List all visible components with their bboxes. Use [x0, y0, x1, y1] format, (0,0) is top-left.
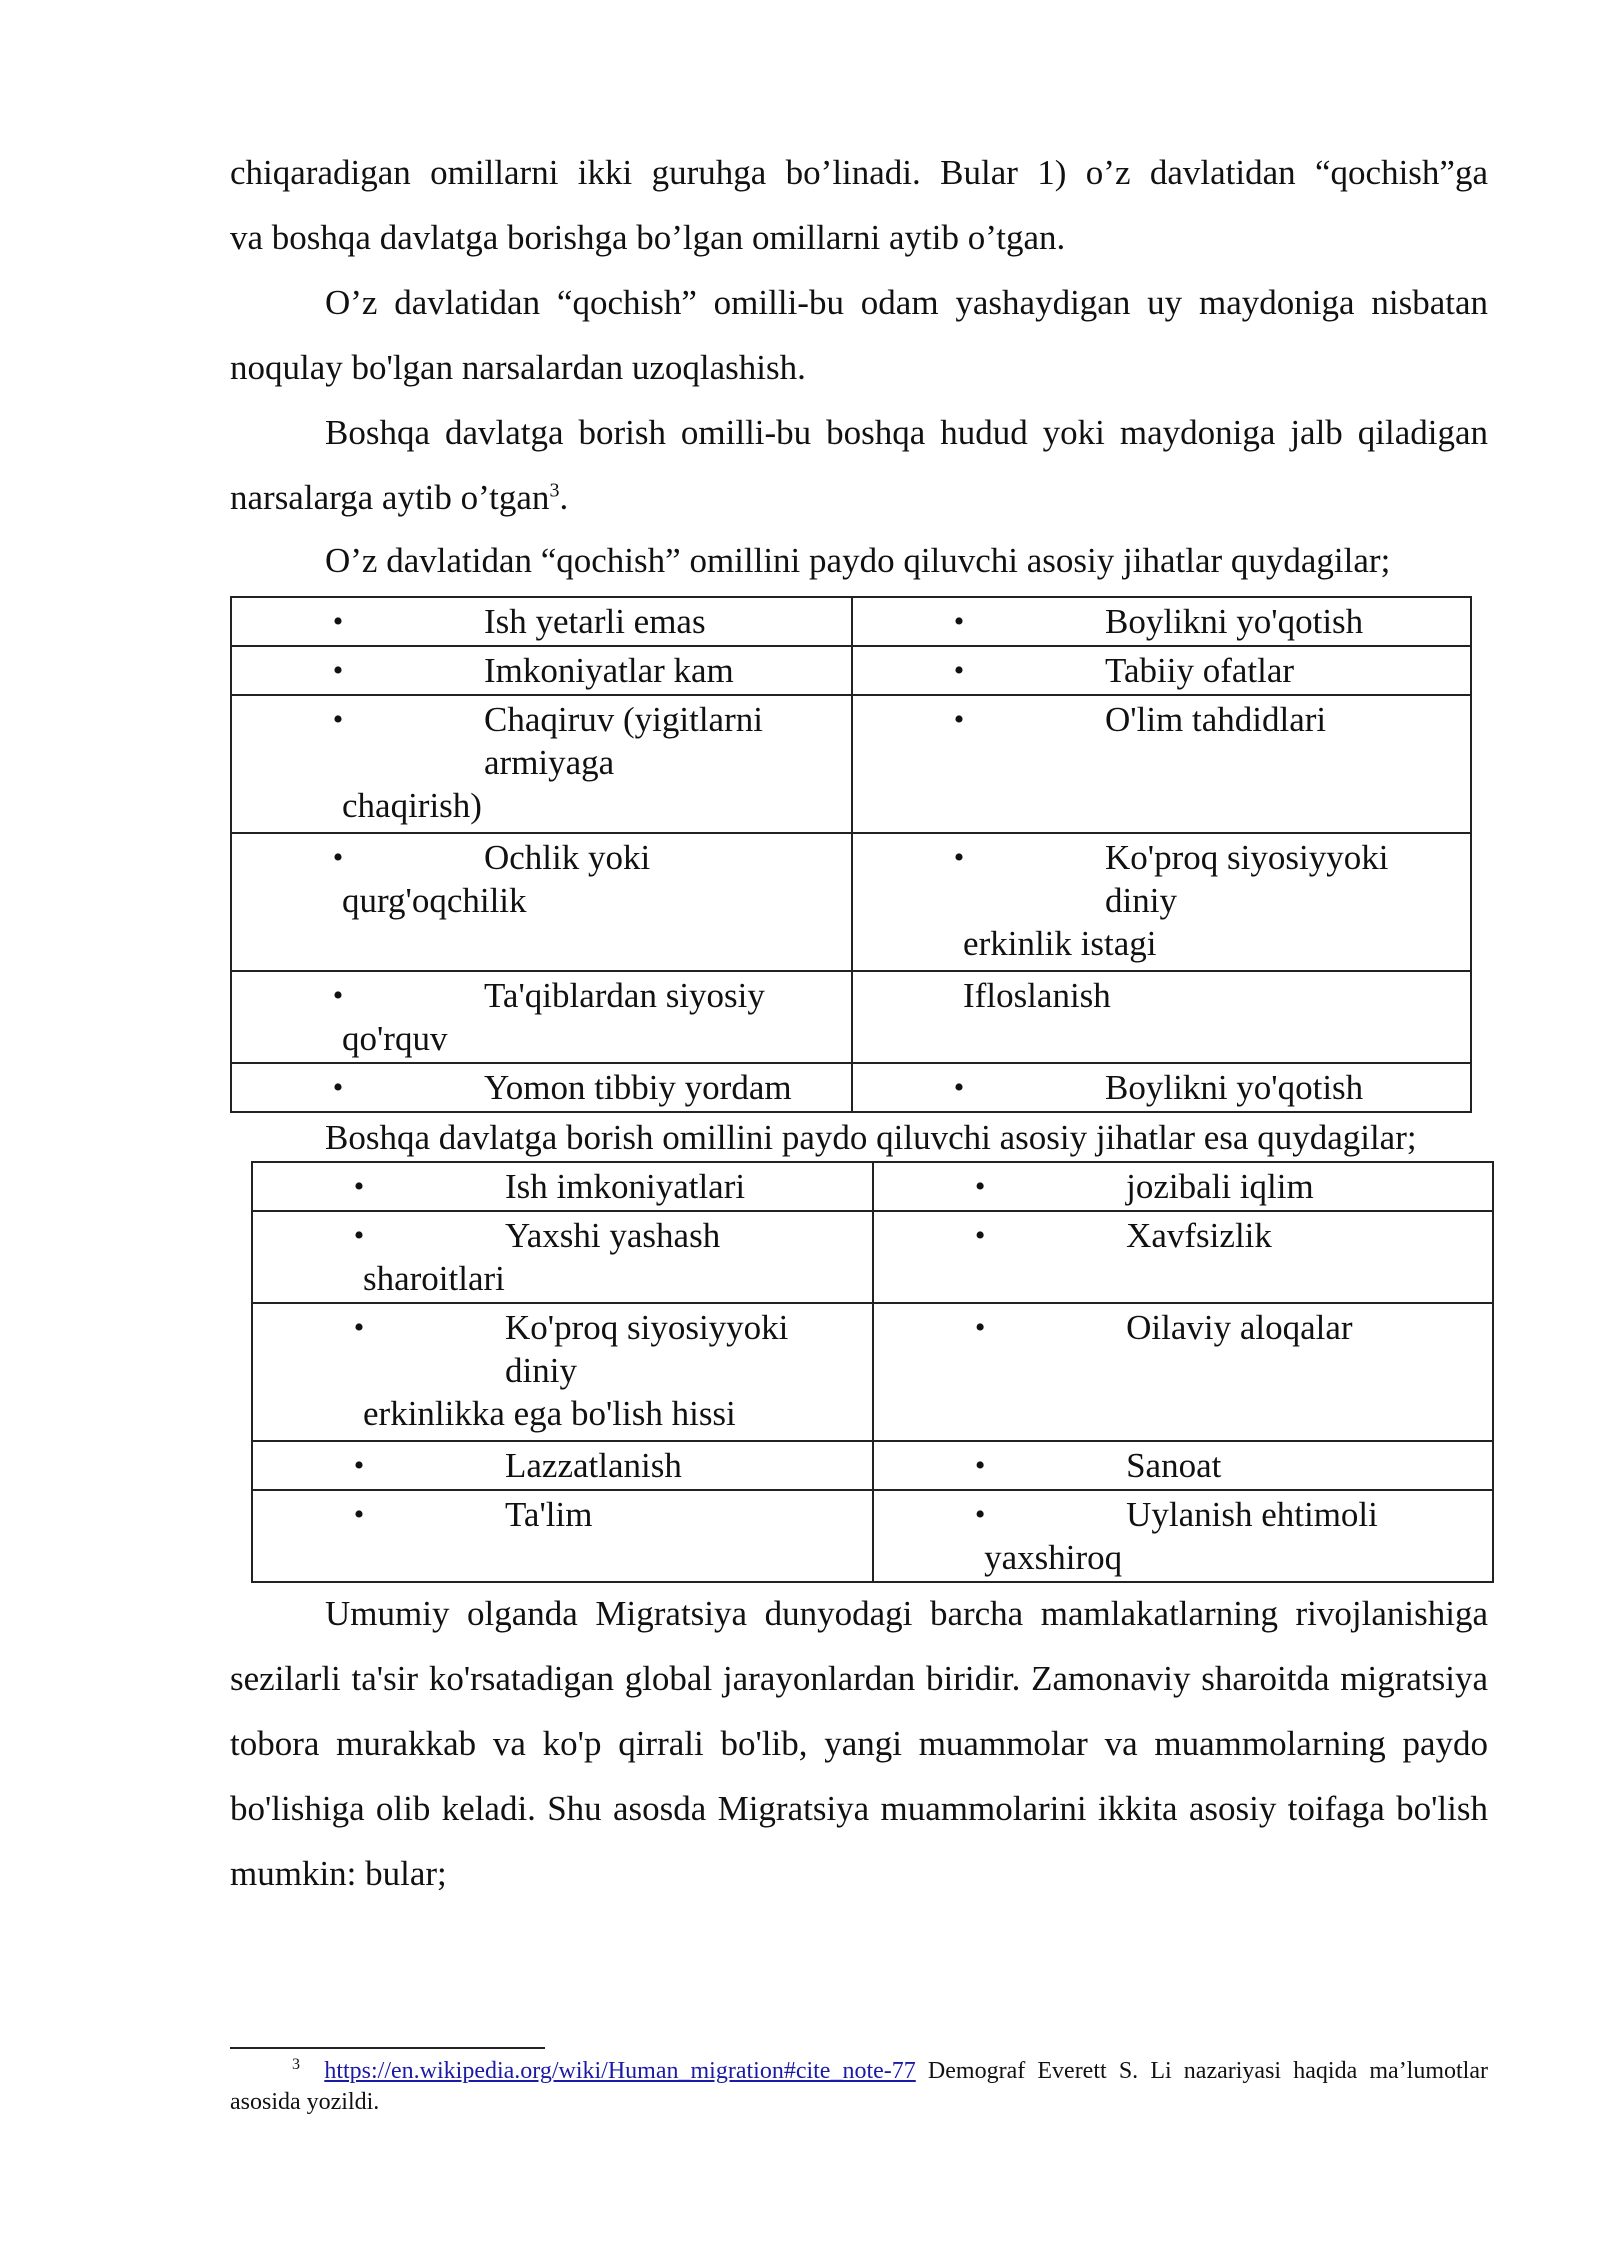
- push-table-cell: [231, 646, 852, 695]
- cell-text-continuation: yaxshiroq: [984, 1538, 1123, 1577]
- cell-text: Ta'qiblardan siyosiy: [484, 976, 765, 1015]
- pull-table-row: [252, 1162, 1493, 1211]
- paragraph-table1-intro: O’z davlatidan “qochish” omillini paydo qiluvchi asosiy jihatlar quydagilar;: [325, 541, 1391, 580]
- push-table-row: [231, 597, 1471, 646]
- paragraph-conclusion: Umumiy olganda Migratsiya dunyodagi barcha mamlakatlarning rivojlanishiga sezilarli ta'sir ko'rsatadigan global jarayonlardan biridir. Zamonaviy sharoitda migratsiya tobora murakkab va ko'p qirrali bo'lib, yangi muammolar va muammolarning paydo bo'lishiga olib keladi. Shu asosda Migratsiya muammolarini ikkita asosiy toifaga bo'lish mumkin: bular;: [230, 1594, 1488, 1893]
- cell-text: Yomon tibbiy yordam: [484, 1068, 792, 1107]
- paragraph-pull-factor: [230, 400, 1488, 530]
- cell-text: Uylanish ehtimoli: [1126, 1495, 1378, 1534]
- bullet-icon: •: [353, 1498, 365, 1531]
- bullet-icon: •: [332, 1071, 344, 1104]
- cell-text: Ifloslanish: [963, 976, 1111, 1015]
- cell-text: Ish yetarli emas: [484, 602, 706, 641]
- paragraph-table2-intro: Boshqa davlatga borish omillini paydo qiluvchi asosiy jihatlar esa quydagilar;: [325, 1118, 1417, 1157]
- bullet-icon: •: [953, 703, 965, 736]
- pull-table-cell: [252, 1441, 873, 1490]
- cell-text-continuation: qurg'oqchilik: [342, 881, 527, 920]
- pull-table-cell: [873, 1441, 1493, 1490]
- cell-text-continuation: erkinlikka ega bo'lish hissi: [363, 1394, 736, 1433]
- push-table-cell: [852, 833, 1471, 971]
- bullet-icon: •: [974, 1449, 986, 1482]
- footnote-number: 3: [292, 2056, 300, 2073]
- bullet-icon: •: [332, 654, 344, 687]
- footnote-link[interactable]: https://en.wikipedia.org/wiki/Human_migration#cite_note-77: [324, 2058, 916, 2084]
- cell-text: Ochlik yoki: [484, 838, 651, 877]
- cell-text: Imkoniyatlar kam: [484, 651, 734, 690]
- push-table-row: [231, 833, 1471, 971]
- footnote-separator: [230, 2047, 545, 2049]
- bullet-icon: •: [332, 703, 344, 736]
- push-table-cell: [231, 597, 852, 646]
- bullet-icon: •: [953, 654, 965, 687]
- pull-table-cell: [252, 1211, 873, 1303]
- push-table-cell: [231, 971, 852, 1063]
- bullet-icon: •: [332, 979, 344, 1012]
- pull-factor-end: .: [559, 478, 569, 517]
- bullet-icon: •: [953, 605, 965, 638]
- push-table-row: [231, 695, 1471, 833]
- pull-factors-table: [251, 1161, 1494, 1583]
- cell-text: Ko'proq siyosiyyoki diniy: [505, 1308, 789, 1390]
- cell-text: Sanoat: [1126, 1446, 1222, 1485]
- pull-table-cell: [252, 1162, 873, 1211]
- pull-table-row: [252, 1490, 1493, 1582]
- push-table-row: [231, 1063, 1471, 1112]
- bullet-icon: •: [332, 605, 344, 638]
- cell-text: Ish imkoniyatlari: [505, 1167, 746, 1206]
- push-table-cell: [231, 695, 852, 833]
- pull-table-cell: [873, 1303, 1493, 1441]
- bullet-icon: •: [974, 1311, 986, 1344]
- cell-text: Tabiiy ofatlar: [1105, 651, 1295, 690]
- pull-table-cell: [873, 1211, 1493, 1303]
- bullet-icon: •: [953, 1071, 965, 1104]
- pull-table-row: [252, 1303, 1493, 1441]
- pull-table-cell: [873, 1162, 1493, 1211]
- cell-text-continuation: erkinlik istagi: [963, 924, 1157, 963]
- cell-text: Xavfsizlik: [1126, 1216, 1272, 1255]
- pull-factor-text: Boshqa davlatga borish omilli-bu boshqa hudud yoki maydoniga jalb qiladigan narsalarga aytib o’tgan: [230, 413, 1488, 517]
- cell-text-continuation: chaqirish): [342, 786, 482, 825]
- push-table-cell: [852, 1063, 1471, 1112]
- paragraph-intro-line1: chiqaradigan omillarni ikki guruhga bo’linadi. Bular 1) o’z davlatidan “qochish”ga: [230, 153, 1488, 192]
- push-table-row: [231, 646, 1471, 695]
- cell-text-continuation: sharoitlari: [363, 1259, 505, 1298]
- push-table-cell: [852, 695, 1471, 833]
- pull-table-cell: [252, 1303, 873, 1441]
- cell-text: Oilaviy aloqalar: [1126, 1308, 1353, 1347]
- footnote: [230, 2056, 1488, 2118]
- bullet-icon: •: [953, 841, 965, 874]
- bullet-icon: •: [974, 1498, 986, 1531]
- footnote-ref: 3: [549, 479, 560, 502]
- pull-table-cell: [252, 1490, 873, 1582]
- cell-text: jozibali iqlim: [1126, 1167, 1314, 1206]
- cell-text: Boylikni yo'qotish: [1105, 602, 1364, 641]
- bullet-icon: •: [353, 1449, 365, 1482]
- bullet-icon: •: [974, 1170, 986, 1203]
- push-factors-table: [230, 596, 1472, 1113]
- paragraph-push-factor: O’z davlatidan “qochish” omilli-bu odam yashaydigan uy maydoniga nisbatan noqulay bo'lgan narsalardan uzoqlashish.: [230, 283, 1488, 387]
- pull-table-cell: [873, 1490, 1493, 1582]
- footnote-text: Demograf Everett S. Li nazariyasi haqida ma’lumotlar asosida yozildi.: [230, 2058, 1488, 2115]
- cell-text: Boylikni yo'qotish: [1105, 1068, 1364, 1107]
- push-table-cell: [852, 646, 1471, 695]
- bullet-icon: •: [353, 1170, 365, 1203]
- paragraph-intro-line2: va boshqa davlatga borishga bo’lgan omillarni aytib o’tgan.: [230, 218, 1066, 257]
- cell-text: Chaqiruv (yigitlarni armiyaga: [484, 700, 763, 782]
- bullet-icon: •: [974, 1219, 986, 1252]
- push-table-cell: [231, 1063, 852, 1112]
- push-table-row: [231, 971, 1471, 1063]
- push-table-cell: [231, 833, 852, 971]
- pull-table-row: [252, 1441, 1493, 1490]
- cell-text: Ko'proq siyosiyyoki diniy: [1105, 838, 1389, 920]
- cell-text-continuation: qo'rquv: [342, 1019, 448, 1058]
- bullet-icon: •: [353, 1219, 365, 1252]
- cell-text: Lazzatlanish: [505, 1446, 682, 1485]
- document-page: [230, 140, 1488, 1906]
- push-table-cell: [852, 971, 1471, 1063]
- cell-text: O'lim tahdidlari: [1105, 700, 1327, 739]
- cell-text: Ta'lim: [505, 1495, 593, 1534]
- cell-text: Yaxshi yashash: [505, 1216, 721, 1255]
- push-table-cell: [852, 597, 1471, 646]
- pull-table-row: [252, 1211, 1493, 1303]
- bullet-icon: •: [332, 841, 344, 874]
- bullet-icon: •: [353, 1311, 365, 1344]
